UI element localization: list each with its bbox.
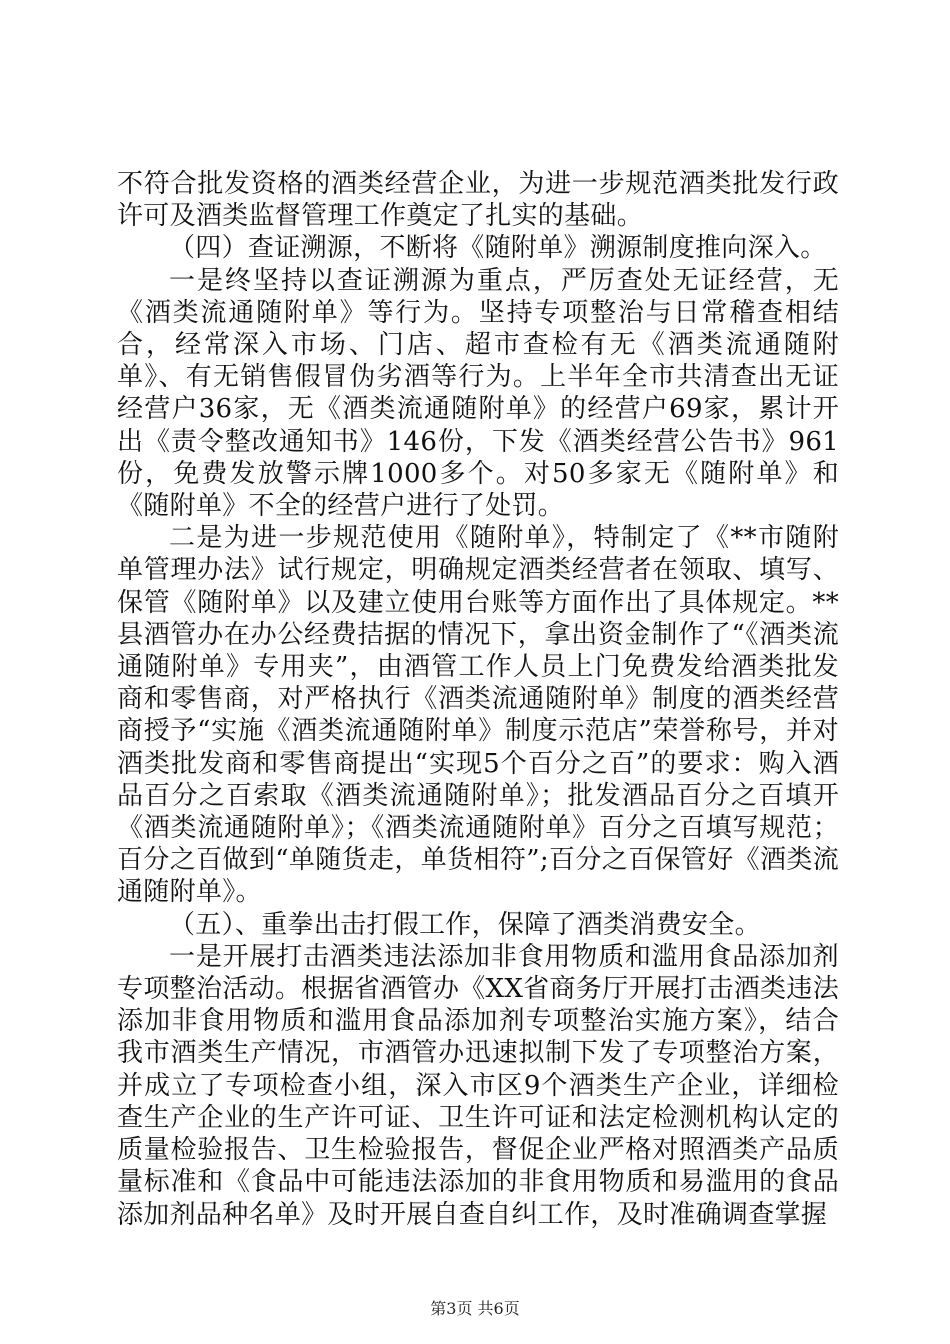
paragraph-item-3: 一是开展打击酒类违法添加非食用物质和滥用食品添加剂专项整治活动。根据省酒管办《XX省商务厅开展打击酒类违法添加非食用物质和滥用食品添加剂专项整治实施方案》，结合我市酒类生产情况，市酒管办迅速拟制下发了专项整治方案，并成立了专项检查小组，深入市区9个酒类生产企业，详细检查生产企业的生产许可证、卫生许可证和法定检测机构认定的质量检验报告、卫生检验报告，督促企业严格对照酒类产品质量标准和《食品中可能违法添加的非食用物质和易滥用的食品添加剂品种名单》及时开展自查自纠工作，及时准确调查掌握 (117, 941, 839, 1230)
paragraph-item-2: 二是为进一步规范使用《随附单》，特制定了《**市随附单管理办法》试行规定，明确规定酒类经营者在领取、填写、保管《随附单》以及建立使用台账等方面作出了具体规定。**县酒管办在办公经费拮据的情况下，拿出资金制作了“《酒类流通随附单》专用夹”，由酒管工作人员上门免费发给酒类批发商和零售商，对严格执行《酒类流通随附单》制度的酒类经营商授予“实施《酒类流通随附单》制度示范店”荣誉称号，并对酒类批发商和零售商提出“实现5个百分之百”的要求：购入酒品百分之百索取《酒类流通随附单》；批发酒品百分之百填开《酒类流通随附单》；《酒类流通随附单》百分之百填写规范；百分之百做到“单随货走，单货相符”;百分之百保管好《酒类流通随附单》。 (117, 523, 839, 908)
section-heading-4: （四）查证溯源，不断将《随附单》溯源制度推向深入。 (169, 233, 827, 264)
paragraph-continuation: 不符合批发资格的酒类经营企业，为进一步规范酒类批发行政许可及酒类监督管理工作奠定了扎实的基础。 (117, 169, 839, 232)
paragraph-item-1: 一是终坚持以查证溯源为重点，严厉查处无证经营，无《酒类流通随附单》等行为。坚持专项整治与日常稽查相结合，经常深入市场、门店、超市查检有无《酒类流通随附单》、有无销售假冒伪劣酒等行为。上半年全市共清查出无证经营户36家，无《酒类流通随附单》的经营户69家，累计开出《责令整改通知书》146份，下发《酒类经营公告书》961份，免费发放警示牌1000多个。对50多家无《随附单》和《随附单》不全的经营户进行了处罚。 (117, 265, 839, 522)
document-body (117, 168, 839, 1231)
section-heading-5: （五）、重拳出击打假工作，保障了酒类消费安全。 (169, 909, 761, 940)
page-footer: 第3页 共6页 (430, 1299, 520, 1318)
